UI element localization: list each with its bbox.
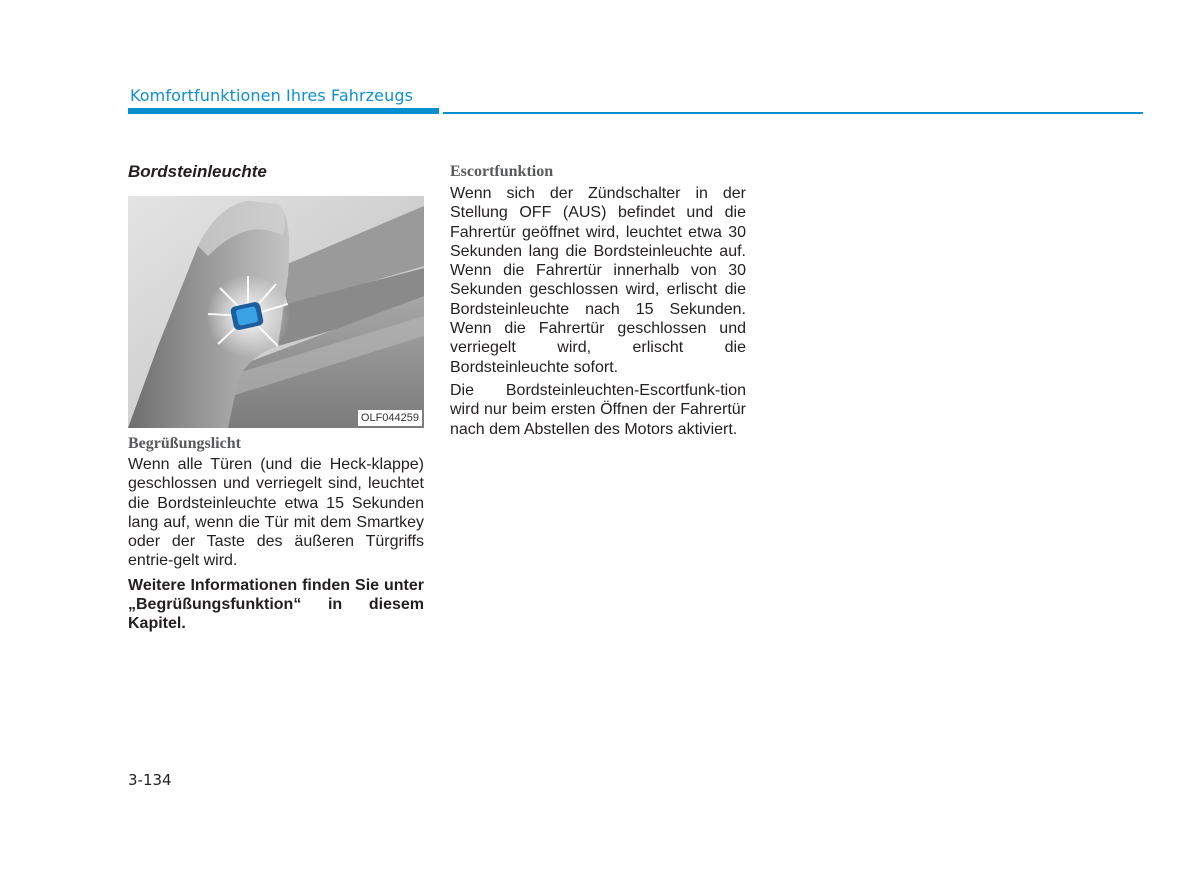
subheading-welcome-light: Begrüßungslicht	[128, 435, 241, 452]
section-heading: Bordsteinleuchte	[128, 162, 267, 181]
header-rule-thin	[443, 112, 1143, 114]
escort-paragraph-2: Die Bordsteinleuchten-Escortfunk-tion wird nur beim ersten Öffnen der Fahrertür nach dem Abstellen des Motors aktiviert.	[450, 381, 746, 438]
page-number: 3-134	[128, 771, 172, 789]
welcome-light-paragraph: Wenn alle Türen (und die Heck-klappe) geschlossen und verriegelt sind, leuchtet die Bordsteinleuchte etwa 15 Sekunden lang auf, wenn die Tür mit dem Smartkey oder der Taste des äußeren Türgriffs entrie-gelt wird.	[128, 456, 424, 570]
mirror-puddle-lamp-figure	[128, 196, 424, 428]
escort-paragraph-1: Wenn sich der Zündschalter in der Stellung OFF (AUS) befindet und die Fahrertür geöffnet wird, leuchtet etwa 30 Sekunden lang die Bordsteinleuchte auf. Wenn die Fahrertür innerhalb von 30 Sekunden geschlossen wird, erlischt die Bordsteinleuchte nach 15 Sekunden. Wenn die Fahrertür geschlossen und verriegelt wird, erlischt die Bordsteinleuchte sofort.	[450, 185, 746, 376]
subheading-escort-function: Escortfunktion	[450, 163, 554, 180]
running-header: Komfortfunktionen Ihres Fahrzeugs	[130, 86, 414, 105]
mirror-illustration	[128, 196, 424, 428]
left-column	[128, 160, 424, 634]
figure-code: OLF044259	[358, 410, 422, 426]
more-info-note: Weitere Informationen finden Sie unter „Begrüßungsfunktion“ in diesem Kapitel.	[128, 576, 424, 633]
right-column	[450, 160, 746, 439]
header-rule-thick	[128, 108, 439, 114]
